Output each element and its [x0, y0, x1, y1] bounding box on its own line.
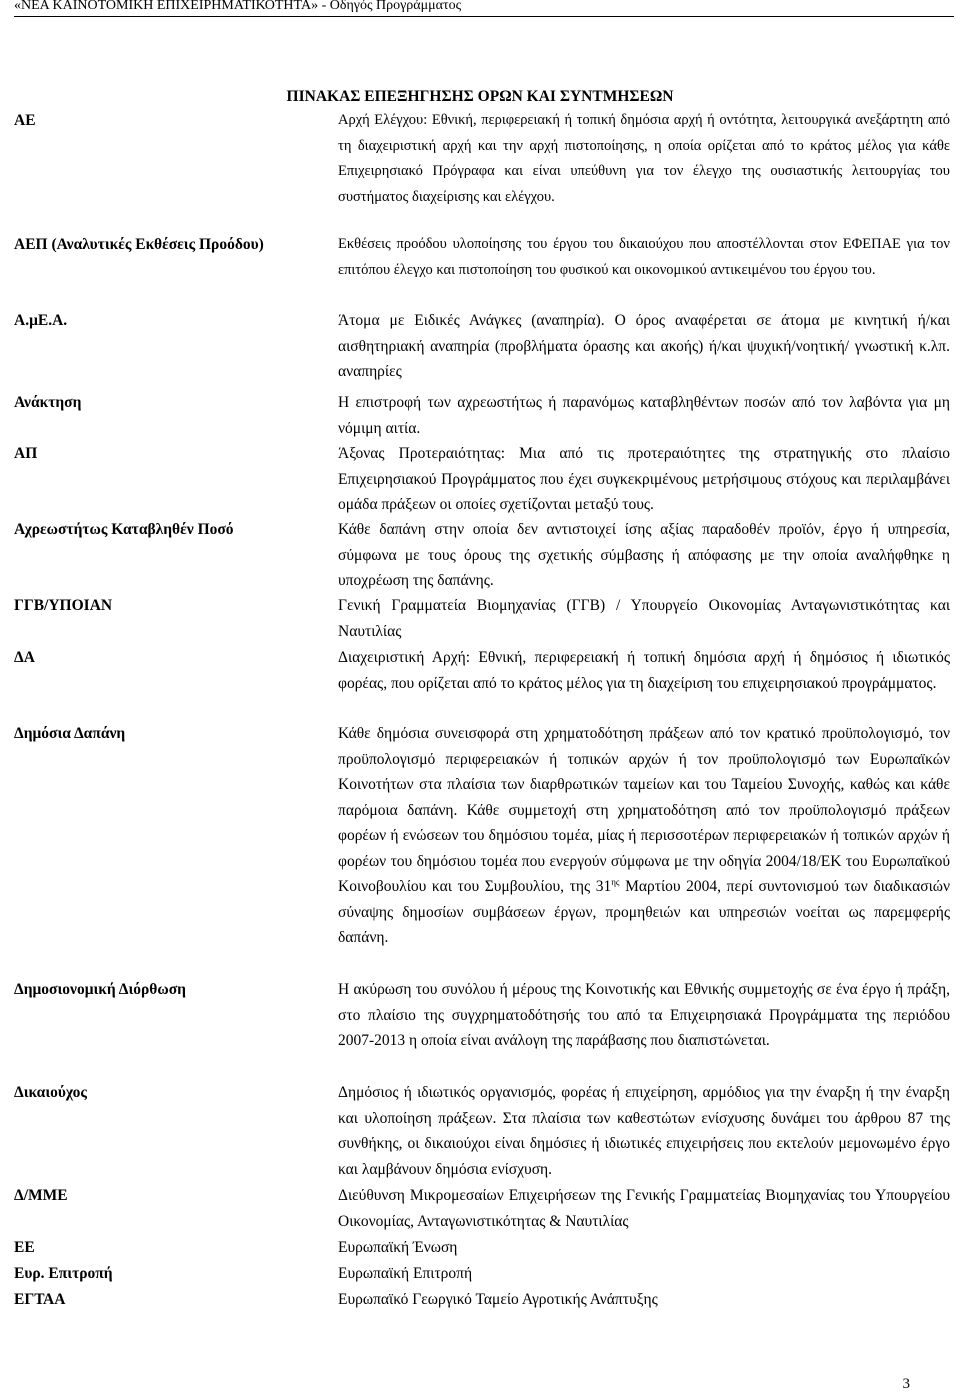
table-row [14, 721, 954, 977]
definition: Ευρωπαϊκή Ένωση [338, 1239, 458, 1256]
definition: Άτομα με Ειδικές Ανάγκες (αναπηρία). Ο όρος αναφέρεται σε άτομα με κινητική ή/και αισθητηριακή αναπηρία (προβλήματα όρασης και ακοής) ή/και ψυχική/νοητική/ γνωστική κ.λπ. αναπηρίες [338, 312, 950, 380]
definition [338, 721, 950, 977]
page-number: 3 [902, 1376, 910, 1392]
table-row [14, 390, 954, 441]
running-header [14, 0, 954, 17]
definition: Κάθε δαπάνη στην οποία δεν αντιστοιχεί ίσης αξίας παραδοθέν προϊόν, έργο ή υπηρεσία, σύμφωνα με τους όρους της σχετικής σύμβασης ή απόφασης με την οποία αναλήφθηκε η υποχρέωση της δαπάνης. [338, 521, 950, 589]
term: Δημόσια Δαπάνη [14, 725, 126, 742]
table-row [14, 108, 954, 232]
definition: Η ακύρωση του συνόλου ή μέρους της Κοινοτικής και Εθνικής συμμετοχής σε ένα έργο ή πράξη, στο πλαίσιο της συγχρηματοδότησής του από τα Επιχειρησιακά Προγράμματα της περιόδου 2007-2013 η οποία είναι ανάλογη της παράβασης που διαπιστώνεται. [338, 981, 950, 1049]
term: Α.μΕ.Α. [14, 312, 68, 329]
definition: Ευρωπαϊκή Επιτροπή [338, 1265, 473, 1282]
running-header-title: «ΝΕΑ ΚΑΙΝΟΤΟΜΙΚΗ ΕΠΙΧΕΙΡΗΜΑΤΙΚΟΤΗΤΑ» - Οδηγός Προγράμματος [14, 0, 462, 13]
definition: Η επιστροφή των αχρεωστήτως ή παρανόμως καταβληθέντων ποσών από τον λαβόντα για μη νόμιμη αιτία. [338, 394, 950, 437]
table-row [14, 977, 954, 1080]
definition: Αρχή Ελέγχου: Εθνική, περιφερειακή ή τοπική δημόσια αρχή ή οντότητα, λειτουργικά ανεξάρτητη από τη διαχειριστική αρχή και την αρχή πιστοποίησης, η οποία ορίζεται από το κράτος μέλος για κάθε Επιχειρησιακό Πρόγραφα και είναι υπεύθυνη για τον έλεγχο της ουσιαστικής λειτουργίας του συστήματος διαχείρισης και ελέγχου. [338, 112, 950, 205]
definition: Διεύθυνση Μικρομεσαίων Επιχειρήσεων της Γενικής Γραμματείας Βιομηχανίας του Υπουργείου Οικονομίας, Ανταγωνιστικότητας & Ναυτιλίας [338, 1187, 950, 1230]
table-row [14, 645, 954, 721]
table-row [14, 308, 954, 390]
glossary-table-title: ΠΙΝΑΚΑΣ ΕΠΕΞΗΓΗΣΗΣ ΟΡΩΝ ΚΑΙ ΣΥΝΤΜΗΣΕΩΝ [286, 88, 674, 105]
definition-part: Κάθε δημόσια συνεισφορά στη χρηματοδότηση πράξεων από τον κρατικό προϋπολογισμό, τον προϋπολογισμό περιφερειακών ή τοπικών αρχών ή τον προϋπολογισμό των Ευρωπαϊκών Κοινοτήτων στα πλαίσια των διαρθρωτικών ταμείων και του Ταμείου Συνοχής, καθώς και κάθε παρόμοια δαπάνη. Κάθε συμμετοχή στη χρηματοδότηση από τον προϋπολογισμό πράξεων φορέων ή ενώσεων του δημόσιου τομέα, μίας ή περισσοτέρων περιφερειακών ή τοπικών αρχών ή φορέων του δημόσιου τομέα που ενεργούν σύμφωνα με την οδηγία 2004/18/ΕΚ του Ευρωπαϊκού Κοινοβουλίου και του Συμβουλίου, της 31 [338, 725, 950, 895]
term: ΑΕΠ (Αναλυτικές Εκθέσεις Προόδου) [14, 236, 264, 253]
table-row [14, 1183, 954, 1235]
table-row [14, 517, 954, 593]
glossary-table [14, 108, 954, 1313]
term: Ανάκτηση [14, 394, 82, 411]
term: ΕΕ [14, 1239, 35, 1256]
table-row [14, 1080, 954, 1183]
term: Ευρ. Επιτροπή [14, 1265, 113, 1282]
term: Δημοσιονομική Διόρθωση [14, 981, 186, 998]
term: Δ/ΜΜΕ [14, 1187, 68, 1204]
definition: Άξονας Προτεραιότητας: Μια από τις προτεραιότητες της στρατηγικής στο πλαίσιο Επιχειρησιακού Προγράμματος που έχει συγκεκριμένους μετρήσιμους στόχους και περιλαμβάνει ομάδα πράξεων οι οποίες σχετίζονται μεταξύ τους. [338, 445, 950, 513]
definition: Διαχειριστική Αρχή: Εθνική, περιφερειακή ή τοπική δημόσια αρχή ή δημόσιος ή ιδιωτικός φορέας, που ορίζεται από το κράτος μέλος για τη διαχείριση του επιχειρησιακού προγράμματος. [338, 649, 950, 692]
table-row [14, 232, 954, 308]
term: Δικαιούχος [14, 1084, 87, 1101]
table-row [14, 593, 954, 645]
table-row [14, 1261, 954, 1287]
term: Αχρεωστήτως Καταβληθέν Ποσό [14, 521, 234, 538]
term: ΑΠ [14, 445, 38, 462]
table-row [14, 1235, 954, 1261]
ordinal-suffix: ης [611, 876, 620, 887]
term: ΑΕ [14, 112, 36, 129]
definition: Ευρωπαϊκό Γεωργικό Ταμείο Αγροτικής Ανάπτυξης [338, 1291, 658, 1308]
table-row [14, 441, 954, 517]
table-row [14, 1287, 954, 1313]
definition: Γενική Γραμματεία Βιομηχανίας (ΓΓΒ) / Υπουργείο Οικονομίας Ανταγωνιστικότητας και Ναυτιλίας [338, 597, 950, 640]
term: ΔΑ [14, 649, 35, 666]
term: ΓΓΒ/ΥΠΟΙΑΝ [14, 597, 113, 614]
definition: Εκθέσεις προόδου υλοποίησης του έργου του δικαιούχου που αποστέλλονται στον ΕΦΕΠΑΕ για τον επιτόπου έλεγχο και πιστοποίηση του φυσικού και οικονομικού αντικειμένου του έργου του. [338, 236, 950, 278]
term: ΕΓΤΑΑ [14, 1291, 66, 1308]
definition-part: Μαρτίου 2004, περί συντονισμού των διαδικασιών σύναψης δημοσίων συμβάσεων έργων, προμηθειών και υπηρεσιών νοείται ως παρεμφερής δαπάνη. [338, 878, 950, 946]
definition: Δημόσιος ή ιδιωτικός οργανισμός, φορέας ή επιχείρηση, αρμόδιος για την έναρξη ή την έναρξη και υλοποίηση πράξεων. Στα πλαίσια των καθεστώτων ενίσχυσης δυνάμει του άρθρου 87 της συνθήκης, οι δικαιούχοι είναι δημόσιες ή ιδιωτικές επιχειρήσεις που εκτελούν μεμονωμένο έργο και λαμβάνουν δημόσια ενίσχυση. [338, 1084, 950, 1178]
